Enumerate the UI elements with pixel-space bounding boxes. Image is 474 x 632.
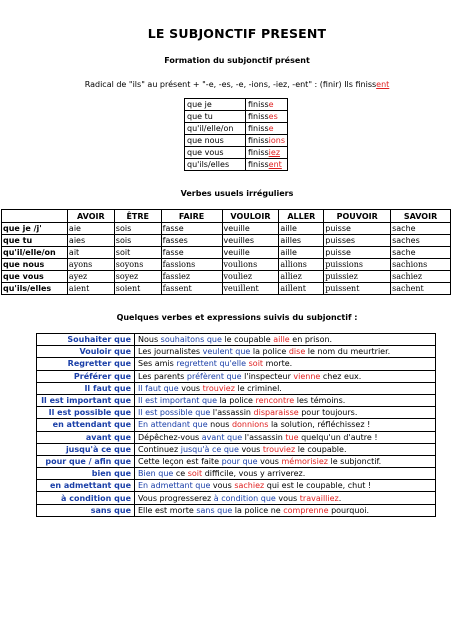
verb-header: POUVOIR [324,210,391,223]
expression-row [37,419,436,431]
sentence-fragment: Cette leçon est faite [138,456,222,466]
irregular-form: allions [279,259,324,271]
sentence-fragment: Il est important que [138,396,218,406]
irregular-pronoun: qu'il/elle/on [2,247,68,259]
expressions-title: Quelques verbes et expressions suivis du subjonctif : [116,313,358,322]
sentence-fragment: le nom du meurtrier. [305,347,391,357]
expression-row [37,443,436,455]
irregular-row [2,223,451,235]
conjugation-ending: ions [268,136,286,145]
sentence-fragment: vous [257,456,282,466]
irregular-pronoun: que tu [2,235,68,247]
irregular-form: soient [114,283,161,295]
sentence-fragment: le coupable [221,335,274,345]
sentence-fragment: les témoins. [294,396,346,406]
irregular-form: fassent [161,283,222,295]
irregular-form: aille [279,223,324,235]
expression-key: en admettant que [37,480,135,492]
expression-sentence [135,334,436,346]
sentence-fragment: vienne [293,371,321,381]
irregular-title: Verbes usuels irréguliers [180,189,294,198]
irregular-pronoun: qu'ils/elles [2,283,68,295]
verb-header: VOULOIR [222,210,279,223]
irregular-form: ailles [279,235,324,247]
irregular-form: soyez [114,271,161,283]
sentence-fragment: trouviez [262,444,296,454]
sentence-fragment: En admettant que [138,481,211,491]
conjugation-form [246,123,288,135]
sentence-fragment: regrettent qu'elle [176,359,247,369]
expression-row [37,370,436,382]
irregular-form: veuilles [222,235,279,247]
conjugation-row [185,111,288,123]
expression-row [37,394,436,406]
sentence-fragment: quelqu'un d'autre ! [298,432,378,442]
sentence-fragment: soit [248,359,264,369]
conjugation-pronoun: qu'il/elle/on [185,123,246,135]
conjugation-stem: finiss [248,160,269,169]
irregular-form: sois [114,223,161,235]
expression-sentence [135,443,436,455]
sentence-fragment: soit [187,469,203,479]
conjugation-ending: e [268,124,274,133]
irregular-form: alliez [279,271,324,283]
irregular-form: sachions [391,259,451,271]
sentence-fragment: comprenne [283,505,329,515]
irregular-form: sachiez [391,271,451,283]
sentence-fragment: dise [288,347,306,357]
irregular-form: aillent [279,283,324,295]
conjugation-stem: finiss [248,148,269,157]
sentence-fragment: vous [275,493,300,503]
irregular-form: voulions [222,259,279,271]
sentence-fragment: disparaisse [253,408,299,418]
irregular-form: soyons [114,259,161,271]
expressions-table [36,333,436,517]
expression-sentence [135,394,436,406]
expression-row [37,468,436,480]
sentence-fragment: l'assassin [210,408,254,418]
sentence-fragment: tue [285,432,299,442]
irregular-form: fasse [161,247,222,259]
irregular-form: fassiez [161,271,222,283]
sentence-fragment: sachiez [234,481,265,491]
sentence-fragment: sans que [196,505,233,515]
irregular-form: aies [67,235,114,247]
expression-row [37,431,436,443]
expression-row [37,492,436,504]
expression-sentence [135,480,436,492]
sentence-fragment: vous [178,383,203,393]
sentence-fragment: pour que [221,456,258,466]
irregular-form: aie [67,223,114,235]
expression-sentence [135,431,436,443]
sentence-fragment: la police [250,347,289,357]
expression-row [37,346,436,358]
irregular-form: aille [279,247,324,259]
sentence-fragment: Il faut que [138,383,179,393]
irregular-form: puissions [324,259,391,271]
sentence-fragment: rencontre [255,396,295,406]
sentence-fragment: donnions [231,420,269,430]
sentence-fragment: Les parents [138,371,187,381]
sentence-fragment: souhaitons que [160,335,222,345]
sentence-fragment: vous [238,444,263,454]
irregular-form: puisse [324,247,391,259]
conjugation-pronoun: qu'ils/elles [185,159,246,171]
conjugation-pronoun: que je [185,99,246,111]
irregular-pronoun: que vous [2,271,68,283]
irregular-form: ayons [67,259,114,271]
expression-row [37,407,436,419]
irregular-form: veuille [222,247,279,259]
irregular-form: ait [67,247,114,259]
sentence-fragment: pour toujours. [298,408,358,418]
irregular-form: fasse [161,223,222,235]
sentence-fragment: la police ne [232,505,284,515]
sentence-fragment: trouviez [202,383,235,393]
expression-key: Il est possible que [37,407,135,419]
conjugation-row [185,99,288,111]
irregular-form: vouliez [222,271,279,283]
sentence-fragment: . [338,493,342,503]
expression-row [37,358,436,370]
sentence-fragment: avant que [201,432,243,442]
sentence-fragment: l'inspecteur [241,371,294,381]
conjugation-pronoun: que nous [185,135,246,147]
conjugation-row [185,147,288,159]
expression-key: Il est important que [37,394,135,406]
conjugation-row [185,123,288,135]
irregular-row [2,235,451,247]
sentence-fragment: travailliez [299,493,339,503]
irregular-form: saches [391,235,451,247]
expression-key: jusqu'à ce que [37,443,135,455]
irregular-form: puissiez [324,271,391,283]
verb-header: SAVOIR [391,210,451,223]
irregular-form: sachent [391,283,451,295]
expression-row [37,504,436,516]
conjugation-form [246,135,288,147]
irregular-form: puisses [324,235,391,247]
irregular-row [2,283,451,295]
formation-title: Formation du subjonctif présent [164,56,310,65]
irregular-form: sache [391,247,451,259]
conjugation-form [246,99,288,111]
expression-key: bien que [37,468,135,480]
expression-sentence [135,492,436,504]
sentence-fragment: Elle est morte [138,505,197,515]
irregular-verbs-table [1,209,451,295]
conjugation-ending: ent [268,160,282,169]
conjugation-pronoun: que vous [185,147,246,159]
sentence-fragment: ce [173,469,188,479]
conjugation-pronoun: que tu [185,111,246,123]
irregular-form: soit [114,247,161,259]
sentence-fragment: le coupable. [295,444,347,454]
expression-key: sans que [37,504,135,516]
expression-sentence [135,382,436,394]
radical-rule [0,80,474,89]
sentence-fragment: jusqu'à ce que [180,444,239,454]
conjugation-ending: es [268,112,278,121]
sentence-fragment: l'assassin [242,432,286,442]
sentence-fragment: veulent que [202,347,251,357]
sentence-fragment: Les journalistes [138,347,203,357]
expression-key: pour que / afin que [37,455,135,467]
verb-header: ALLER [279,210,324,223]
conjugation-row [185,159,288,171]
conjugation-ending: e [268,100,274,109]
verb-header: AVOIR [67,210,114,223]
irregular-form: veuille [222,223,279,235]
sentence-fragment: à condition que [213,493,276,503]
sentence-fragment: Continuez [138,444,181,454]
sentence-fragment: en prison. [289,335,333,345]
conjugation-stem: finiss [248,100,269,109]
irregular-form: aient [67,283,114,295]
expression-sentence [135,346,436,358]
irregular-form: sois [114,235,161,247]
sentence-fragment: pourquoi. [328,505,370,515]
expression-key: Préférer que [37,370,135,382]
irregular-pronoun: que je /j' [2,223,68,235]
expression-sentence [135,419,436,431]
expression-key: Regretter que [37,358,135,370]
irregular-row [2,247,451,259]
irregular-row [2,271,451,283]
sentence-fragment: Ses amis [138,359,177,369]
expression-row [37,334,436,346]
sentence-fragment: le criminel. [234,383,282,393]
expression-row [37,455,436,467]
expression-sentence [135,455,436,467]
irregular-form: fassions [161,259,222,271]
sentence-fragment: difficile, vous y arriverez. [202,469,306,479]
irregular-form: veuillent [222,283,279,295]
expression-sentence [135,407,436,419]
expression-row [37,480,436,492]
sentence-fragment: Dépêchez-vous [138,432,202,442]
sentence-fragment: mémorisiez [281,456,328,466]
conjugation-ending: iez [268,148,281,157]
sentence-fragment: chez eux. [320,371,362,381]
sentence-fragment: Nous [138,335,161,345]
conjugation-row [185,135,288,147]
irregular-form: sache [391,223,451,235]
sentence-fragment: vous [210,481,235,491]
conjugation-form [246,147,288,159]
sentence-fragment: qui est le coupable, chut ! [264,481,372,491]
expression-sentence [135,370,436,382]
conjugation-form [246,111,288,123]
expression-key: Souhaiter que [37,334,135,346]
sentence-fragment: la solution, réfléchissez ! [268,420,371,430]
expression-key: à condition que [37,492,135,504]
header-blank [2,210,68,223]
irregular-pronoun: que nous [2,259,68,271]
conjugation-stem: finiss [248,136,269,145]
conjugation-form [246,159,288,171]
verb-header: ÊTRE [114,210,161,223]
expression-sentence [135,358,436,370]
sentence-fragment: Vous progresserez [138,493,214,503]
sentence-fragment: Il est possible que [138,408,211,418]
conjugation-stem: finiss [248,124,269,133]
sentence-fragment: préfèrent que [186,371,242,381]
irregular-form: puisse [324,223,391,235]
sentence-fragment: nous [207,420,232,430]
sentence-fragment: En attendant que [138,420,208,430]
sentence-fragment: le subjonctif. [327,456,382,466]
irregular-row [2,259,451,271]
page-title: LE SUBJONCTIF PRESENT [147,26,327,41]
expression-key: Il faut que [37,382,135,394]
irregular-form: ayez [67,271,114,283]
expression-row [37,382,436,394]
irregular-form: fasses [161,235,222,247]
sentence-fragment: la police [217,396,256,406]
expression-sentence [135,468,436,480]
radical-text: Radical de "ils" au présent + "-e, -es, -e, -ions, -iez, -ent" : (finir) Ils finiss [84,80,377,89]
sentence-fragment: aille [273,335,290,345]
expression-key: avant que [37,431,135,443]
conjugation-stem: finiss [248,112,269,121]
expression-key: Vouloir que [37,346,135,358]
expression-key: en attendant que [37,419,135,431]
sentence-fragment: morte. [263,359,293,369]
irregular-form: puissent [324,283,391,295]
sentence-fragment: Bien que [138,469,174,479]
radical-ending: ent [376,80,390,89]
verb-header: FAIRE [161,210,222,223]
conjugation-table [184,98,288,171]
expression-sentence [135,504,436,516]
